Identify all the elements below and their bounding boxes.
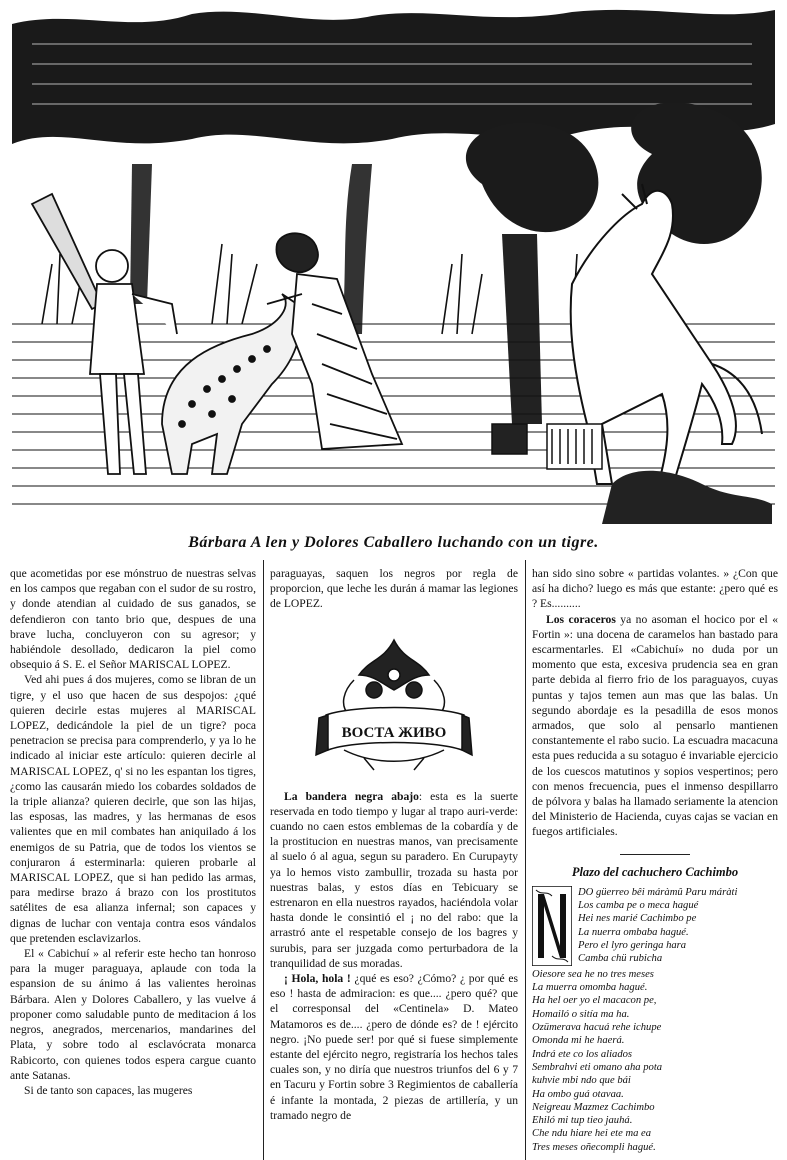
- poem-line: Ehiló mi tup tieo jauhá.: [532, 1115, 633, 1127]
- text-column-3: [532, 566, 778, 1160]
- poem-line: Camba chü rubicha: [578, 953, 663, 965]
- poem-line: Homailó o sitía ma ha.: [532, 1008, 630, 1020]
- poem: [532, 886, 778, 1154]
- paragraph: han sido sino sobre « partidas volantes. » ¿Con que así ha dicho? luego es más que estante: ¿pero qué es ? Es..........: [532, 567, 778, 611]
- paragraph: El « Cabichuí » al referir este hecho tan honroso para la muger paraguaya, aplaude con toda la espansion de su ánimo á las valientes heroinas Bárbara. Alen y Dolores Caballero, y las vuelve á proponer como saludable punto de meditacion á los negros, anegrados, mercenarios, mandarines del Plata, y sobre todo al esclavócrata monarca Rabicorto, con quienes todos espera cargue cuanto ante Satanas.: [10, 947, 256, 1082]
- poem-line: Ha ombo guá otavaa.: [532, 1088, 624, 1100]
- column-rule: [525, 560, 526, 1160]
- ornamental-dropcap-N-icon: [532, 886, 572, 966]
- poem-line: Ha hel oer yo el macacon pe,: [532, 995, 657, 1007]
- poem-line: Tres meses oñecompli hagué.: [532, 1141, 656, 1153]
- poem-line: kuhvie mbi ndo que bái: [532, 1075, 631, 1087]
- paragraph-text: ya no asoman el hocico por el « Fortin »: una docena de caramelos han bastado para escarmentarles. El «Cabichuí» no duda por un momento que esta, excesiva prudencia sea en gran parte debida al fierro frio de los paraguayos, cuyas puntas y tajos temen aun mas que las balas. Un segundo abordaje es la pesadilla de esos monos armados, que solo al pensarlo mantienen constantemente el rabo sucio. La escuadra macacuna esta pues reducida a su sotaguo é invariable ejercicio de los cuescos matutinos y sopios vespertinos; pero con menos frecuencia, pues el inmenso despillarro de pólvora y balas ha llamado seriamente la atencion del Ministerio de Hacienda, cuyas cajas se vacian en fuegos artificiales.: [532, 612, 778, 839]
- poem-line: Neigreau Mazmez Cachimbo: [532, 1101, 655, 1113]
- emblem-banner-flowers-icon: [314, 630, 474, 775]
- text-column-1: [10, 566, 256, 1160]
- paragraph-lead: ¡ Hola, hola !: [284, 972, 351, 986]
- column-rule: [263, 560, 264, 1160]
- woodcut-illustration: [12, 4, 775, 524]
- paragraph: paraguayas, saquen los negros por regla de proporcion, que leche les durán á mamar las legiones de LOPEZ.: [270, 567, 518, 611]
- section-divider: [620, 854, 690, 855]
- poem-line: Che ndu hiare hei ete ma ea: [532, 1128, 652, 1140]
- poem-line: Pero el lyro geringa hara: [578, 940, 687, 952]
- poem-line: Hei nes marié Cachimbo pe: [578, 913, 697, 925]
- illustration-caption: Bárbara A len y Dolores Caballero luchando con un tigre.: [188, 534, 599, 551]
- emblem-banner-text: ВОСТА ЖИВО: [341, 724, 447, 741]
- paragraph: Ved ahi pues á dos mujeres, como se libran de un tigre, y el uso que hacen de sus despojos: ¿qué quieren decirle estas mujeres al MARISCAL LOPEZ, dedicándole la piel de un tigre? poca penetracion se precisa para comprenderlo, y ya lo he indicado al iniciar este artículo: quieren decirle al MARISCAL LOPEZ, q' si no les espantan los tigres, ¿como las causarán miedo los cobardes soldados de la triple alianza? quieren decirle, que son las hijas, las esposas, las madres, y las hermanas de esos valientes que en mil combates han aniquilado á los enemigos de su Patria, que de todos los vientos se conjuraron á esterminarla: quieren probarle al MARISCAL LOPEZ, que si han pedido las armas, para medirse brazo á brazo con los prostitutos satélites de esa alianza infernal; son capaces y dignas de luchar con ventaja contra esos vándalos que pretenden esclavizarlos.: [10, 673, 256, 945]
- poem-line: Ozümerava hacuá rehe ichupe: [532, 1022, 662, 1034]
- poem-line: Omonda mi he haerá.: [532, 1035, 625, 1047]
- poem-line: Los camba pe o meca hagué: [578, 900, 699, 912]
- paragraph: [270, 971, 518, 1123]
- paragraph: [270, 789, 518, 971]
- text-column-2: [270, 566, 518, 1160]
- paragraph: Si de tanto son capaces, las mugeres: [24, 1083, 193, 1097]
- poem-line: DO güerreo bêi máràmû Paru máràti: [578, 886, 738, 898]
- poem-line: La muerra omomba hagué.: [532, 982, 648, 994]
- paragraph-lead: La bandera negra abajo: [284, 789, 419, 803]
- poem-line: Sembrahvi eti omano aha pota: [532, 1061, 663, 1073]
- paragraph: [532, 612, 778, 840]
- paragraph-lead: Los coraceros: [546, 612, 616, 626]
- paragraph-text: : esta es la suerte reservada en todo tiempo y lugar al trapo auri-verde: cuando no caen estos emblemas de la cobardía y de la prostitucion en nuestras manos, van precisamente al suelo ó al agua, segun su paradero. En Curupayty ya lo hemos visto zambullir, trozada su hasta por nuestras balas, y estos días en Tebicuary se estrenaron en ella nuestros rayados, haciéndola volar hasta donde le consintió el ¡ no del rabo: que la arrastró ante el respetable consejo de los bagres y surubis, para ser juzgada como perturbadora de la tranquilidad de sus moradas.: [270, 789, 518, 970]
- paragraph-text: ¿qué es eso? ¿Cómo? ¿ por qué es eso ! hasta de admiracion: es que.... ¿pero qué? que el corresponsal del «Centinela» D. Mateo Matamoros es de.... ¿pero de dónde es? de ! ejército negro. ¡No puede ser! por qué si fuese simplemente estante del ejército negro, registraría los hechos tales cuales son, y no diría que nuestros triunfos del 6 y 7 en Tacuru y Fortin sobre 3 Regimientos de caballería é infante la montada, 2 piezas de artillería, y un tramado negro de: [270, 972, 518, 1122]
- section-title: Plazo del cachuchero Cachimbo: [571, 864, 739, 879]
- poem-line: La nuerra ombaba hagué.: [578, 926, 689, 938]
- paragraph: que acometidas por ese mónstruo de nuestras selvas en los campos que regaban con el sudor de su rostro, y donde atendian al cuidado de sus ganados, se defendieron con tanto brio que, despues de una brave lucha, concluyeron con su agresor; y habiéndole desollado, dedicaron la piel como obsequio á S. E. el Señor MARISCAL LOPEZ.: [10, 567, 256, 672]
- woodcut-engraving-icon: [12, 4, 775, 524]
- poem-line: Oiesore sea he no tres meses: [532, 968, 654, 980]
- poem-line: Indrá ete co los aliados: [532, 1048, 633, 1060]
